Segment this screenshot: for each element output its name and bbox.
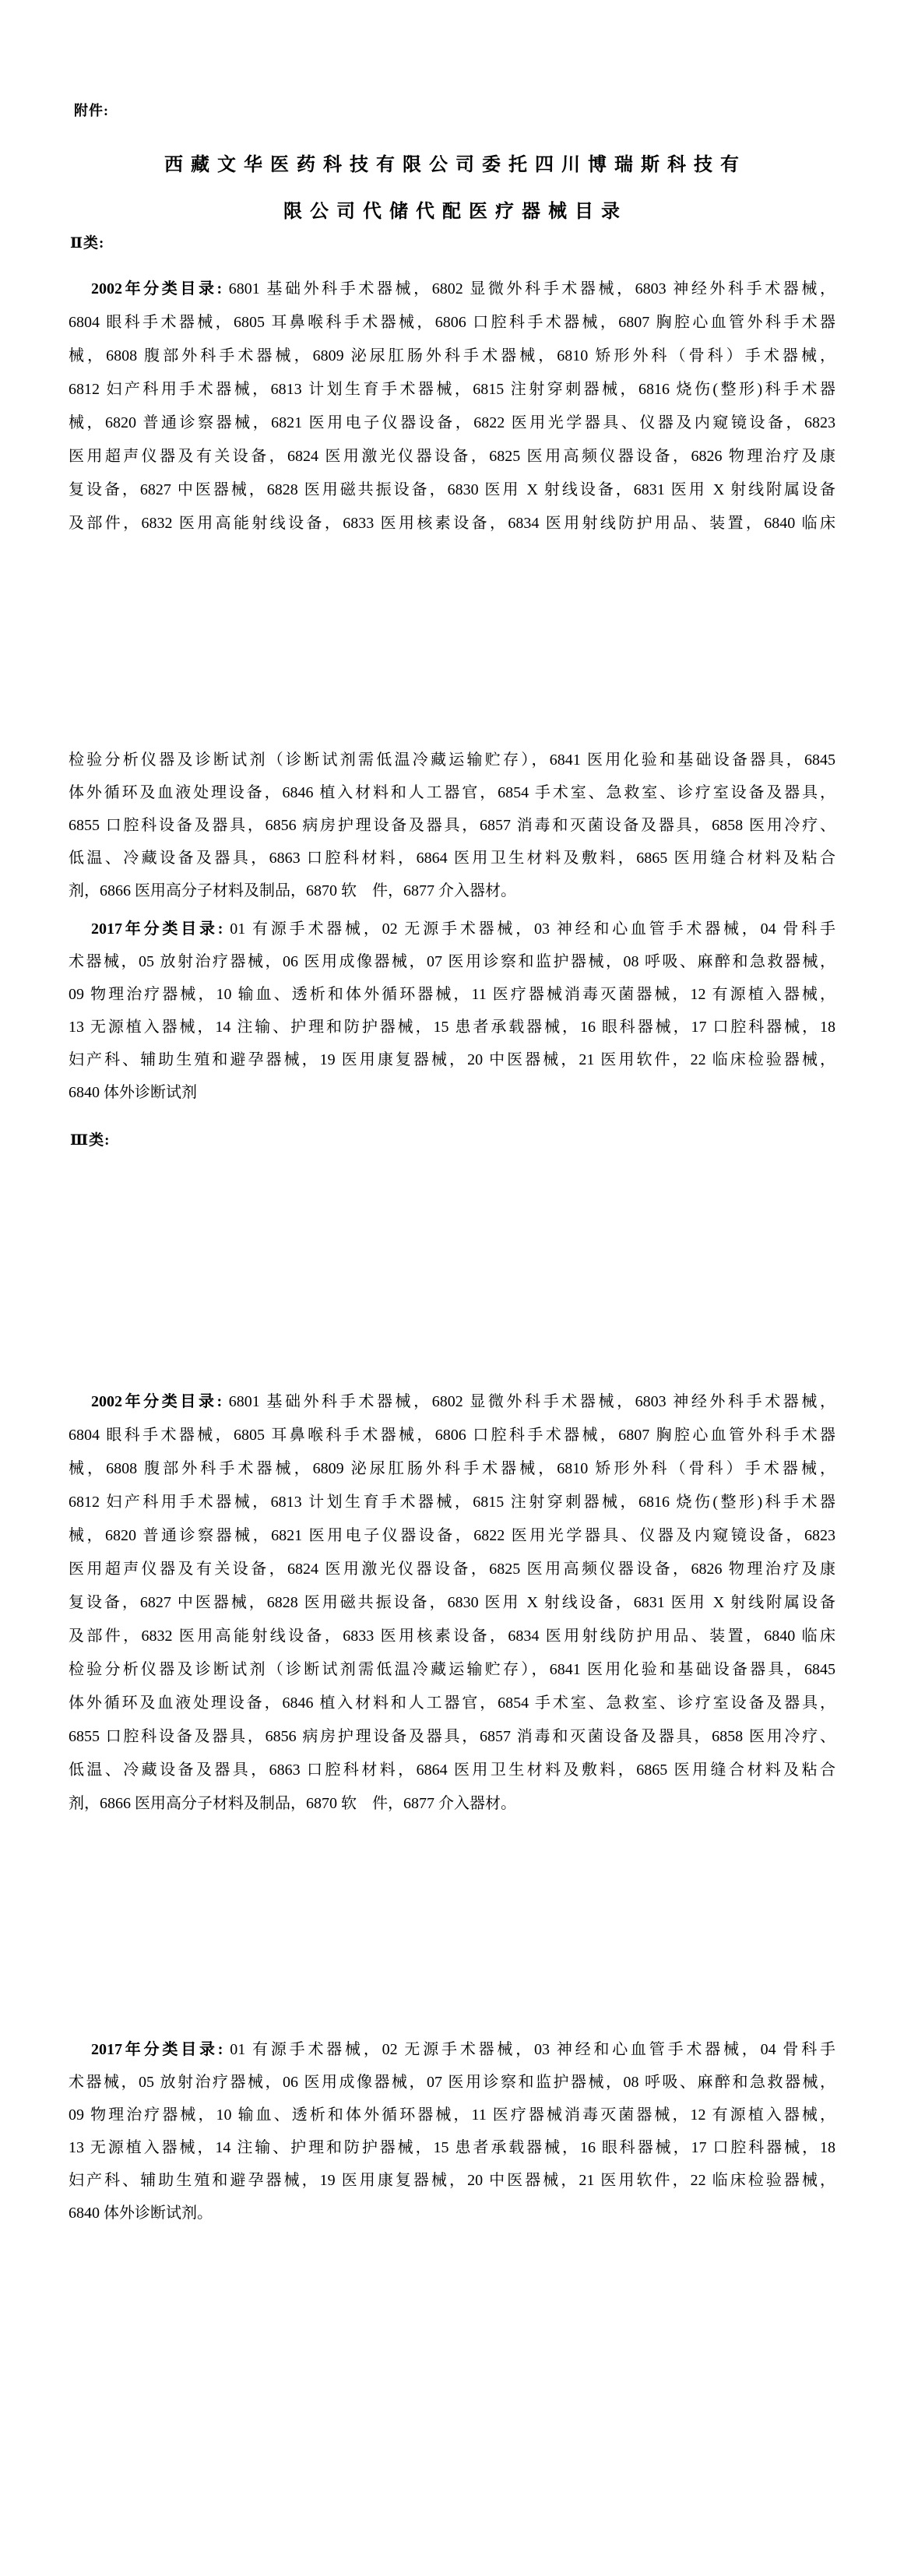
catalog-year-label: 2017年分类目录: (91, 920, 223, 938)
text-line: 剂，6866 医用高分子材料及制品，6870 软 件，6877 介入器材。 (69, 1795, 516, 1812)
text-line: 妇产科、辅助生殖和避孕器械，19 医用康复器械，20 中医器械，21 医用软件，22 临床检验器械， (69, 1051, 835, 1068)
paragraph-class-ii-2002-part2 (69, 744, 835, 907)
text-line: 6840 体外诊断试剂。 (69, 2205, 213, 2222)
text-line: 6804 眼科手术器械，6805 耳鼻喉科手术器械，6806 口腔科手术器械，6807 胸腔心血管外科手术器 (69, 1427, 835, 1444)
paragraph-class-ii-2002-part1 (69, 273, 835, 540)
text-line: 6855 口腔科设备及器具，6856 病房护理设备及器具，6857 消毒和灭菌设备及器具，6858 医用冷疗、 (69, 817, 835, 834)
text-line: 妇产科、辅助生殖和避孕器械，19 医用康复器械，20 中医器械，21 医用软件，22 临床检验器械， (69, 2172, 835, 2189)
text-line: 6812 妇产科用手术器械，6813 计划生育手术器械，6815 注射穿刺器械，6816 烧伤(整形)科手术器 (69, 1494, 835, 1511)
text-line: 6855 口腔科设备及器具，6856 病房护理设备及器具，6857 消毒和灭菌设备及器具，6858 医用冷疗、 (69, 1728, 835, 1745)
text-line: 2002年分类目录: 6801 基础外科手术器械，6802 显微外科手术器械，6803 神经外科手术器械， (91, 1393, 835, 1410)
text-line: 13 无源植入器械，14 注输、护理和防护器械，15 患者承载器械，16 眼科器械，17 口腔科器械，18 (69, 2139, 835, 2156)
attachment-label: 附件: (74, 103, 109, 118)
catalog-year-label: 2017年分类目录: (91, 2041, 223, 2058)
catalog-year-label: 2002年分类目录: (91, 1393, 223, 1410)
text-line: 械，6820 普通诊察器械，6821 医用电子仪器设备，6822 医用光学器具、仪器及内窥镜设备，6823 (69, 414, 835, 431)
text-line: 及部件，6832 医用高能射线设备，6833 医用核素设备，6834 医用射线防护用品、装置，6840 临床 (69, 1628, 835, 1645)
text-line: 6812 妇产科用手术器械，6813 计划生育手术器械，6815 注射穿刺器械，6816 烧伤(整形)科手术器 (69, 381, 835, 398)
text-line: 医用超声仪器及有关设备，6824 医用激光仪器设备，6825 医用高频仪器设备，6826 物理治疗及康 (69, 1561, 835, 1578)
paragraph-class-iii-2017 (69, 2033, 835, 2229)
paragraph-class-ii-2017 (69, 913, 835, 1109)
paragraph-class-iii-2002 (69, 1385, 835, 1821)
text-line: 2002年分类目录: 6801 基础外科手术器械，6802 显微外科手术器械，6803 神经外科手术器械， (91, 280, 835, 297)
text-line: 09 物理治疗器械，10 输血、透析和体外循环器械，11 医疗器械消毒灭菌器械，12 有源植入器械， (69, 986, 835, 1003)
catalog-year-label: 2002年分类目录: (91, 280, 223, 297)
text-line: 2017年分类目录: 01 有源手术器械，02 无源手术器械，03 神经和心血管手术器械，04 骨科手 (91, 920, 835, 938)
text-line: 及部件，6832 医用高能射线设备，6833 医用核素设备，6834 医用射线防护用品、装置，6840 临床 (69, 515, 835, 532)
text-line: 术器械，05 放射治疗器械，06 医用成像器械，07 医用诊察和监护器械，08 呼吸、麻醉和急救器械， (69, 2074, 835, 2091)
text-line: 低温、冷藏设备及器具，6863 口腔科材料，6864 医用卫生材料及敷料，6865 医用缝合材料及粘合 (69, 1761, 835, 1779)
text-line: 体外循环及血液处理设备，6846 植入材料和人工器官，6854 手术室、急救室、诊疗室设备及器具， (69, 784, 835, 801)
text-line: 09 物理治疗器械，10 输血、透析和体外循环器械，11 医疗器械消毒灭菌器械，12 有源植入器械， (69, 2106, 835, 2124)
document-title (0, 142, 911, 235)
text-line: 13 无源植入器械，14 注输、护理和防护器械，15 患者承载器械，16 眼科器械，17 口腔科器械，18 (69, 1019, 835, 1036)
class-iii-heading: Ⅲ类: (70, 1132, 111, 1149)
text-line: 术器械，05 放射治疗器械，06 医用成像器械，07 医用诊察和监护器械，08 呼吸、麻醉和急救器械， (69, 953, 835, 970)
text-line: 械，6808 腹部外科手术器械，6809 泌尿肛肠外科手术器械，6810 矫形外科（骨科）手术器械， (69, 347, 835, 364)
text-line: 检验分析仪器及诊断试剂（诊断试剂需低温冷藏运输贮存），6841 医用化验和基础设备器具，6845 (69, 1661, 835, 1678)
text-line: 械，6820 普通诊察器械，6821 医用电子仪器设备，6822 医用光学器具、仪器及内窥镜设备，6823 (69, 1527, 835, 1544)
text-line: 剂，6866 医用高分子材料及制品，6870 软 件，6877 介入器材。 (69, 882, 516, 899)
title-line-2: 限公司代储代配医疗器械目录 (283, 202, 628, 222)
text-line: 低温、冷藏设备及器具，6863 口腔科材料，6864 医用卫生材料及敷料，6865 医用缝合材料及粘合 (69, 850, 835, 867)
text-line: 6840 体外诊断试剂 (69, 1084, 197, 1101)
text-line: 2017年分类目录: 01 有源手术器械，02 无源手术器械，03 神经和心血管手术器械，04 骨科手 (91, 2041, 835, 2058)
text-line: 检验分析仪器及诊断试剂（诊断试剂需低温冷藏运输贮存），6841 医用化验和基础设备器具，6845 (69, 751, 835, 769)
text-line: 复设备，6827 中医器械，6828 医用磁共振设备，6830 医用 X 射线设备，6831 医用 X 射线附属设备 (69, 481, 835, 498)
class-ii-heading: Ⅱ类: (70, 235, 105, 252)
text-line: 医用超声仪器及有关设备，6824 医用激光仪器设备，6825 医用高频仪器设备，6826 物理治疗及康 (69, 448, 835, 465)
title-line-1: 西藏文华医药科技有限公司委托四川博瑞斯科技有 (164, 155, 747, 175)
text-line: 复设备，6827 中医器械，6828 医用磁共振设备，6830 医用 X 射线设备，6831 医用 X 射线附属设备 (69, 1594, 835, 1611)
text-line: 体外循环及血液处理设备，6846 植入材料和人工器官，6854 手术室、急救室、诊疗室设备及器具， (69, 1694, 835, 1712)
text-line: 6804 眼科手术器械，6805 耳鼻喉科手术器械，6806 口腔科手术器械，6807 胸腔心血管外科手术器 (69, 314, 835, 331)
text-line: 械，6808 腹部外科手术器械，6809 泌尿肛肠外科手术器械，6810 矫形外科（骨科）手术器械， (69, 1460, 835, 1477)
